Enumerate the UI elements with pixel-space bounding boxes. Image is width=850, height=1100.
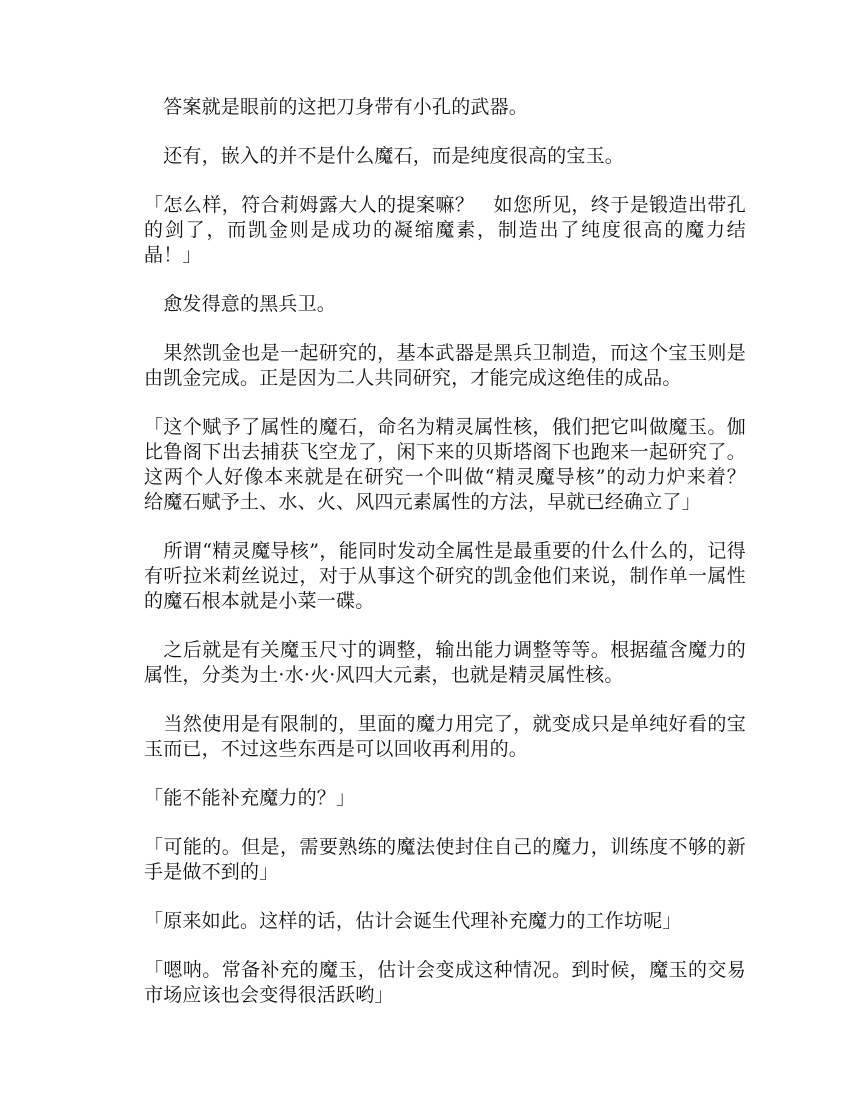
document-body	[144, 95, 766, 1032]
paragraph: 「可能的。但是，需要熟练的魔法使封住自己的魔力，训练度不够的新手是做不到的」	[144, 836, 746, 883]
paragraph: 「能不能补充魔力的？」	[144, 787, 356, 809]
paragraph: 还有，嵌入的并不是什么魔石，而是纯度很高的宝玉。	[144, 145, 625, 167]
paragraph: 「嗯呐。常备补充的魔玉，估计会变成这种情况。到时候，魔玉的交易市场应该也会变得很活跃哟」	[144, 959, 746, 1006]
paragraph: 当然使用是有限制的，里面的魔力用完了，就变成只是单纯好看的宝玉而已，不过这些东西是可以回收再利用的。	[144, 713, 746, 760]
paragraph: 所谓“精灵魔导核”，能同时发动全属性是最重要的什么什么的，记得有听拉米莉丝说过，对于从事这个研究的凯金他们来说，制作单一属性的魔石根本就是小菜一碟。	[144, 540, 746, 612]
paragraph: 「怎么样，符合莉姆露大人的提案嘛？ 如您所见，终于是锻造出带孔的剑了，而凯金则是成功的凝缩魔素，制造出了纯度很高的魔力结晶！」	[144, 194, 746, 266]
paragraph: 答案就是眼前的这把刀身带有小孔的武器。	[144, 96, 529, 118]
paragraph: 愈发得意的黑兵卫。	[144, 293, 337, 315]
paragraph: 「原来如此。这样的话，估计会诞生代理补充魔力的工作坊呢」	[144, 910, 682, 932]
paragraph: 「这个赋予了属性的魔石，命名为精灵属性核，俄们把它叫做魔玉。伽比鲁阁下出去捕获飞空龙了，闲下来的贝斯塔阁下也跑来一起研究了。这两个人好像本来就是在研究一个叫做“精灵魔导核”的动力炉来着？ 给魔石赋予土、水、火、风四元素属性的方法，早就已经确立了」	[144, 416, 766, 513]
paragraph: 果然凯金也是一起研究的，基本武器是黑兵卫制造，而这个宝玉则是由凯金完成。正是因为二人共同研究，才能完成这绝佳的成品。	[144, 342, 746, 389]
paragraph: 之后就是有关魔玉尺寸的调整，输出能力调整等等。根据蕴含魔力的属性，分类为土·水·火·风四大元素，也就是精灵属性核。	[144, 639, 746, 686]
